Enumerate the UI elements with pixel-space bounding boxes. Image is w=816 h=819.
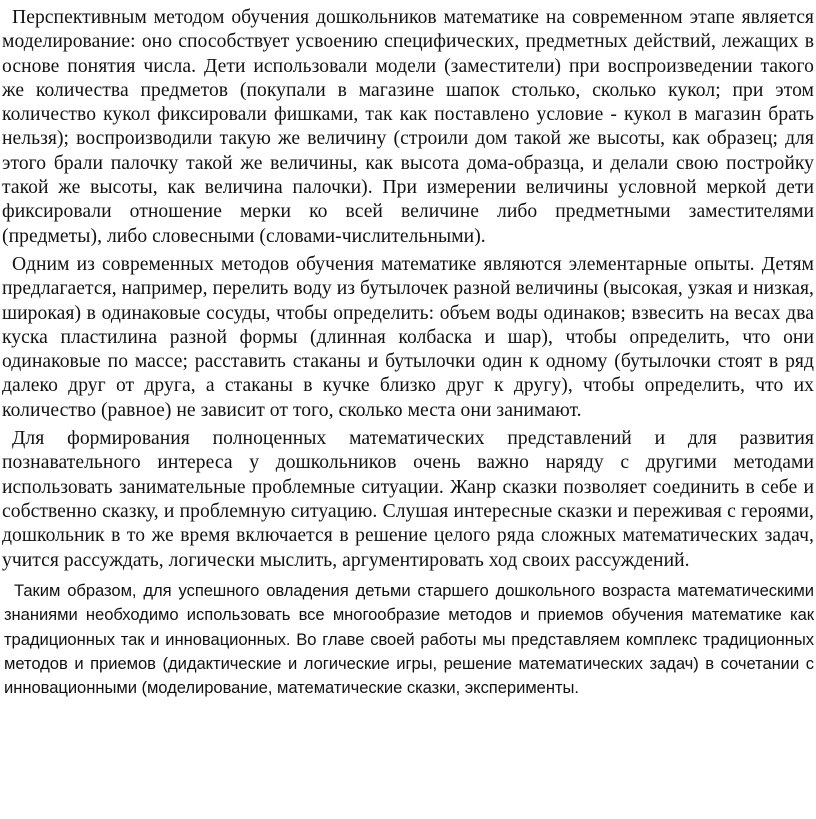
- paragraph-conclusion: Таким образом, для успешного овладения детьми старшего дошкольного возраста математическими знаниями необходимо использовать все многообразие методов и приемов обучения математике как традиционных так и инновационных. Во главе своей работы мы представляем комплекс традиционных методов и приемов (дидактические и логические игры, решение математических задач) в сочетании с инновационными (моделирование, математические сказки, эксперименты.: [4, 580, 814, 698]
- paragraph-fairy-tales: Для формирования полноценных математических представлений и для развития познавательного интереса у дошкольников очень важно наряду с другими методами использовать занимательные проблемные ситуации. Жанр сказки позволяет соединить в себе и собственно сказку, и проблемную ситуацию. Слушая интересные сказки и переживая с героями, дошкольник в то же время включается в решение целого ряда сложных математических задач, учится рассуждать, логически мыслить, аргументировать ход своих рассуждений.: [2, 428, 814, 571]
- paragraph-experiments: Одним из современных методов обучения математике являются элементарные опыты. Детям предлагается, например, перелить воду из бутылочек разной величины (высокая, узкая и низкая, широкая) в одинаковые сосуды, чтобы определить: объем воды одинаков; взвесить на весах два куска пластилина разной формы (длинная колбаска и шар), чтобы определить, что они одинаковые по массе; расставить стаканы и бутылочки один к одному (бутылочки стоят в ряд далеко друг от друга, а стаканы в кучке близко друг к другу), чтобы определить, что их количество (равное) не зависит от того, сколько места они занимают.: [2, 253, 814, 421]
- paragraph-modeling: Перспективным методом обучения дошкольников математике на современном этапе является моделирование: оно способствует усвоению специфических, предметных действий, лежащих в основе понятия числа. Дети использовали модели (заместители) при воспроизведении такого же количества предметов (покупали в магазине шапок столько, сколько кукол; при этом количество кукол фиксировали фишками, так как поставлено условие - кукол в магазин брать нельзя); воспроизводили такую же величину (строили дом такой же высоты, как образец; для этого брали палочку такой же величины, как высота дома-образца, и делали свою постройку такой же высоты, как величина палочки). При измерении величины условной меркой дети фиксировали отношение мерки ко всей величине либо предметными заместителями (предметы), либо словесными (словами-числительными).: [2, 7, 814, 247]
